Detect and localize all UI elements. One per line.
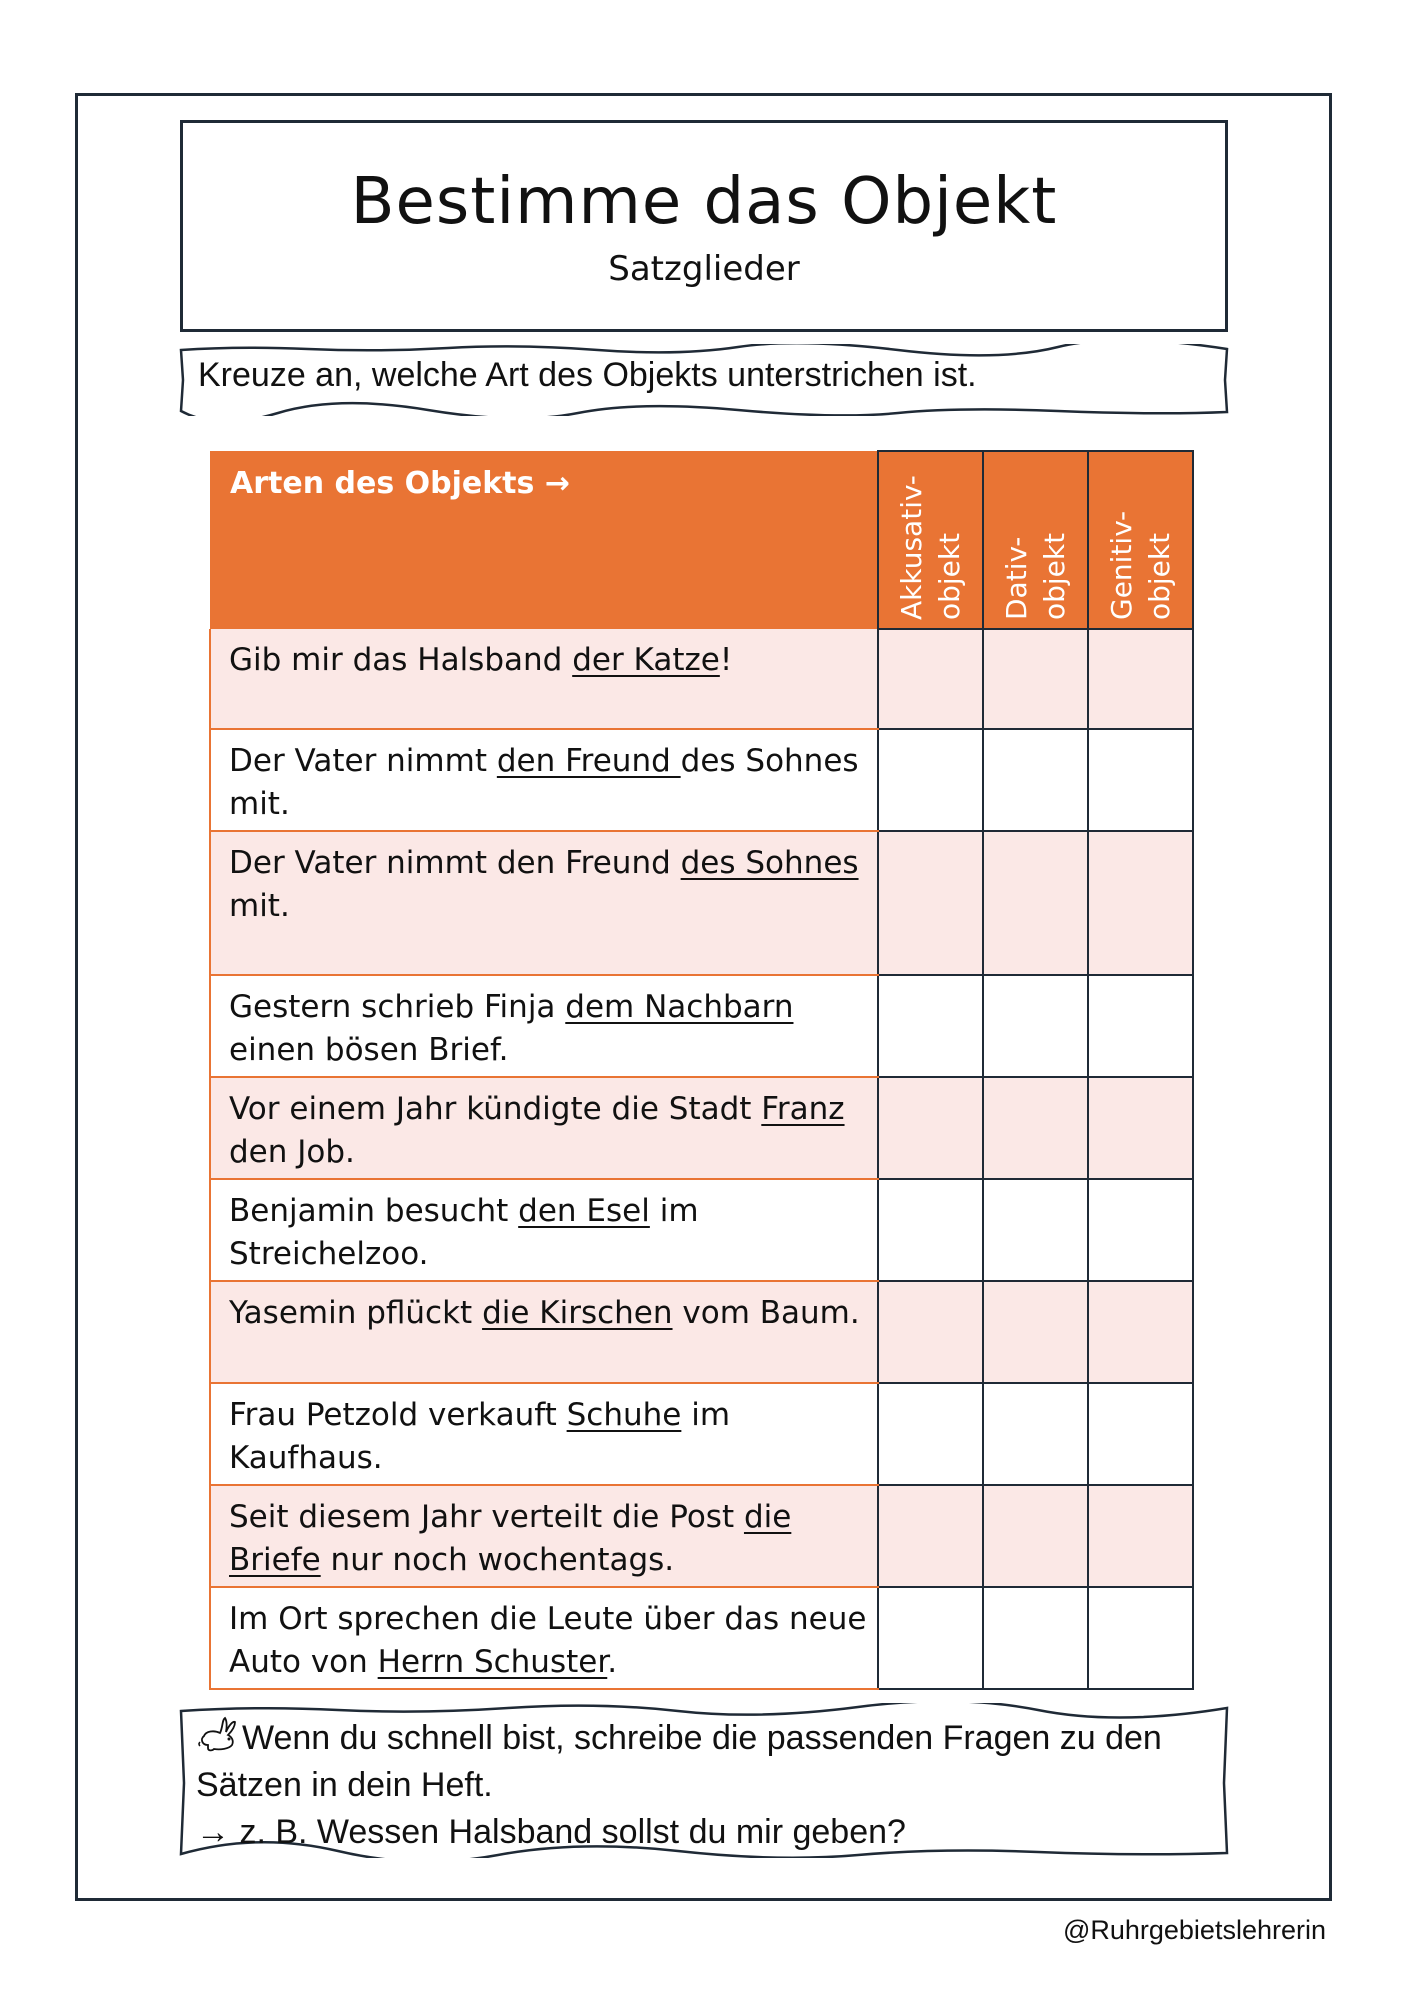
column-header-genitiv: Genitiv- objekt — [1088, 451, 1193, 629]
checkbox-dativ[interactable] — [983, 1179, 1088, 1281]
sentence-cell: Gib mir das Halsband der Katze! — [210, 629, 878, 729]
checkbox-akkusativ[interactable] — [878, 729, 983, 831]
page-subtitle: Satzglieder — [608, 249, 800, 289]
table-row — [210, 729, 1193, 831]
sentence-cell: Yasemin pflückt die Kirschen vom Baum. — [210, 1281, 878, 1383]
instruction-text: Kreuze an, welche Art des Objekts unterstrichen ist. — [198, 356, 977, 394]
sentence-cell: Benjamin besucht den Esel im Streichelzoo. — [210, 1179, 878, 1281]
table-row — [210, 975, 1193, 1077]
rabbit-icon — [196, 1715, 242, 1755]
underlined-object: der Katze — [572, 642, 720, 678]
checkbox-akkusativ[interactable] — [878, 629, 983, 729]
tip-box — [178, 1703, 1230, 1858]
checkbox-dativ[interactable] — [983, 1383, 1088, 1485]
checkbox-dativ[interactable] — [983, 629, 1088, 729]
checkbox-genitiv[interactable] — [1088, 629, 1193, 729]
sentence-cell: Vor einem Jahr kündigte die Stadt Franz den Job. — [210, 1077, 878, 1179]
tip-text — [196, 1715, 1206, 1856]
checkbox-akkusativ[interactable] — [878, 1587, 983, 1689]
checkbox-genitiv[interactable] — [1088, 1077, 1193, 1179]
instruction-box — [178, 344, 1230, 416]
table-row — [210, 1485, 1193, 1587]
checkbox-genitiv[interactable] — [1088, 729, 1193, 831]
sentence-cell: Der Vater nimmt den Freund des Sohnes mit. — [210, 729, 878, 831]
page-title: Bestimme das Objekt — [350, 165, 1058, 239]
sentence-cell: Der Vater nimmt den Freund des Sohnes mit. — [210, 831, 878, 975]
checkbox-dativ[interactable] — [983, 1587, 1088, 1689]
table-header-label: Arten des Objekts → — [210, 451, 878, 629]
table-row — [210, 629, 1193, 729]
checkbox-genitiv[interactable] — [1088, 975, 1193, 1077]
checkbox-genitiv[interactable] — [1088, 1587, 1193, 1689]
checkbox-dativ[interactable] — [983, 1281, 1088, 1383]
table-header-row — [210, 451, 1193, 629]
object-table — [209, 450, 1194, 1690]
title-box — [180, 120, 1228, 332]
credit-text: @Ruhrgebietslehrerin — [1062, 1915, 1326, 1945]
checkbox-dativ[interactable] — [983, 831, 1088, 975]
table-row — [210, 1179, 1193, 1281]
checkbox-genitiv[interactable] — [1088, 1179, 1193, 1281]
table-row — [210, 831, 1193, 975]
underlined-object: dem Nachbarn — [565, 989, 794, 1025]
underlined-object: die Briefe — [229, 1499, 792, 1578]
column-header-akkusativ: Akkusativ- objekt — [878, 451, 983, 629]
underlined-object: den Freund — [496, 743, 681, 779]
sentence-cell: Seit diesem Jahr verteilt die Post die Briefe nur noch wochentags. — [210, 1485, 878, 1587]
sentence-cell: Im Ort sprechen die Leute über das neue Auto von Herrn Schuster. — [210, 1587, 878, 1689]
table-row — [210, 1587, 1193, 1689]
tip-line1: Wenn du schnell bist, schreibe die passenden Fragen zu den Sätzen in dein Heft. — [196, 1719, 1162, 1804]
column-header-dativ: Dativ- objekt — [983, 451, 1088, 629]
checkbox-genitiv[interactable] — [1088, 1281, 1193, 1383]
checkbox-dativ[interactable] — [983, 975, 1088, 1077]
underlined-object: den Esel — [518, 1193, 650, 1229]
tip-line2: → z. B. Wessen Halsband sollst du mir geben? — [196, 1813, 906, 1851]
checkbox-akkusativ[interactable] — [878, 1077, 983, 1179]
table-row — [210, 1383, 1193, 1485]
underlined-object: Franz — [761, 1091, 845, 1127]
checkbox-akkusativ[interactable] — [878, 1281, 983, 1383]
checkbox-akkusativ[interactable] — [878, 975, 983, 1077]
sentence-cell: Gestern schrieb Finja dem Nachbarn einen bösen Brief. — [210, 975, 878, 1077]
underlined-object: Herrn Schuster — [377, 1644, 608, 1680]
underlined-object: des Sohnes — [680, 845, 859, 881]
underlined-object: Schuhe — [566, 1397, 682, 1433]
checkbox-dativ[interactable] — [983, 1077, 1088, 1179]
checkbox-akkusativ[interactable] — [878, 1179, 983, 1281]
checkbox-dativ[interactable] — [983, 729, 1088, 831]
underlined-object: die Kirschen — [482, 1295, 673, 1331]
checkbox-akkusativ[interactable] — [878, 831, 983, 975]
table-row — [210, 1077, 1193, 1179]
checkbox-genitiv[interactable] — [1088, 1383, 1193, 1485]
checkbox-dativ[interactable] — [983, 1485, 1088, 1587]
table-row — [210, 1281, 1193, 1383]
checkbox-genitiv[interactable] — [1088, 1485, 1193, 1587]
checkbox-akkusativ[interactable] — [878, 1485, 983, 1587]
checkbox-akkusativ[interactable] — [878, 1383, 983, 1485]
checkbox-genitiv[interactable] — [1088, 831, 1193, 975]
sentence-cell: Frau Petzold verkauft Schuhe im Kaufhaus. — [210, 1383, 878, 1485]
